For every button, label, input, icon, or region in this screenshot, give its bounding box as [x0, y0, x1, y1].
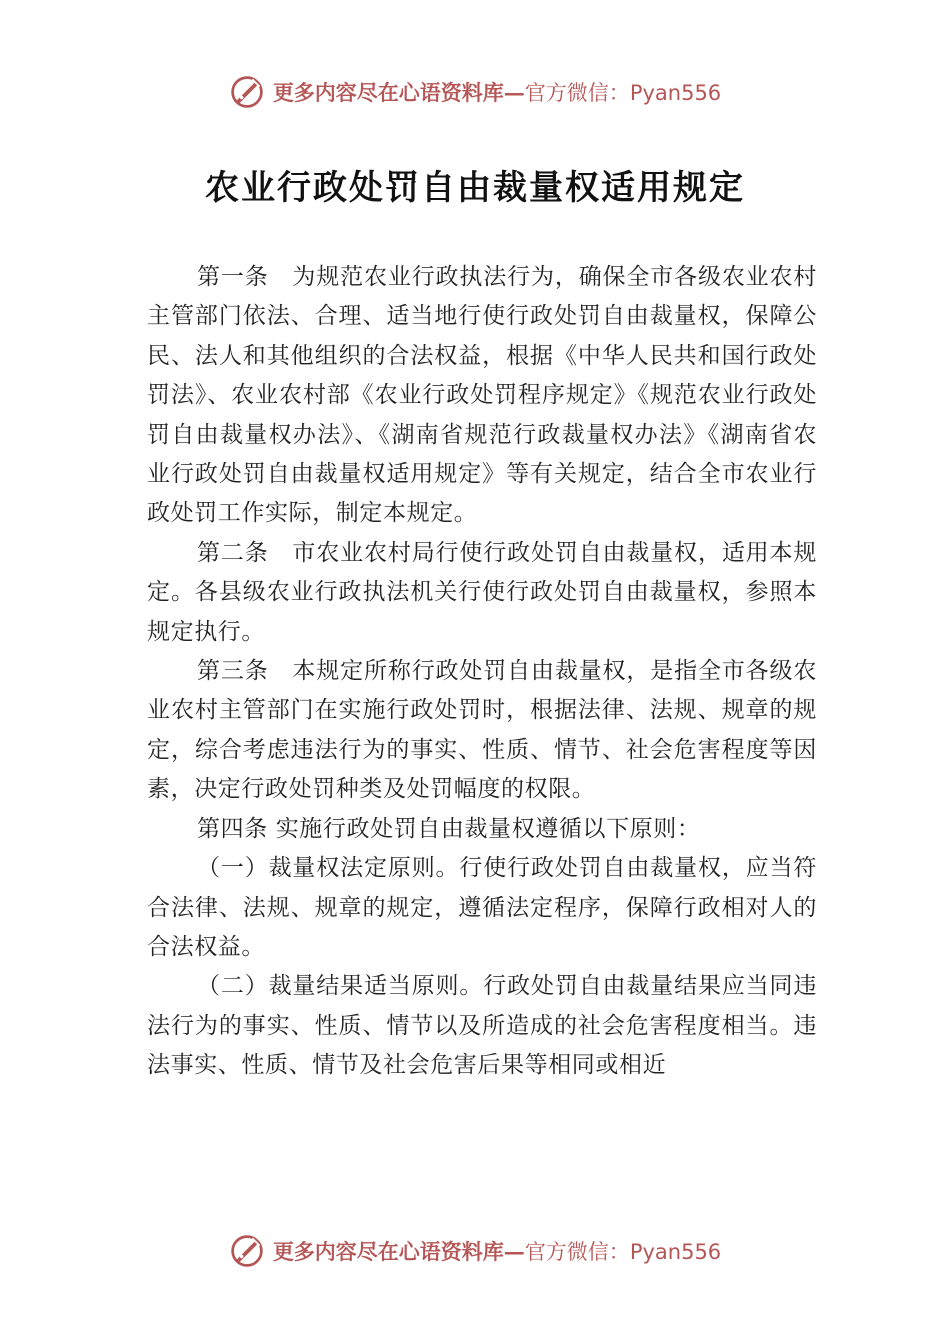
- header-watermark-banner: [0, 72, 950, 112]
- banner-text: [273, 77, 721, 107]
- banner-site-text: 更多内容尽在心语资料库—: [272, 1239, 525, 1264]
- banner-text: [273, 1236, 721, 1266]
- banner-wechat-id: Pyan556: [629, 1240, 722, 1264]
- banner-wechat-id: Pyan556: [629, 81, 722, 105]
- banner-wechat-label: 官方微信：: [524, 1240, 630, 1264]
- article-4-item-1: （一）裁量权法定原则。行使行政处罚自由裁量权，应当符合法律、法规、规章的规定，遵循法定程序，保障行政相对人的合法权益。: [147, 855, 817, 960]
- article-1: 第一条 为规范农业行政执法行为，确保全市各级农业农村主管部门依法、合理、适当地行使行政处罚自由裁量权，保障公民、法人和其他组织的合法权益，根据《中华人民共和国行政处罚法》、农业农村部《农业行政处罚程序规定》《规范农业行政处罚自由裁量权办法》、《湖南省规范行政裁量权办法》《湖南省农业行政处罚自由裁量权适用规定》等有关规定，结合全市农业行政处罚工作实际，制定本规定。: [147, 264, 817, 527]
- banner-site-text: 更多内容尽在心语资料库—: [272, 80, 525, 105]
- pen-logo-icon: [229, 74, 265, 110]
- document-title: 农业行政处罚自由裁量权适用规定: [205, 168, 745, 208]
- banner-wechat-label: 官方微信：: [524, 81, 630, 105]
- document-body: [147, 258, 817, 1086]
- article-3: 第三条 本规定所称行政处罚自由裁量权，是指全市各级农业农村主管部门在实施行政处罚时，根据法律、法规、规章的规定，综合考虑违法行为的事实、性质、情节、社会危害程度等因素，决定行政处罚种类及处罚幅度的权限。: [147, 658, 817, 803]
- article-4: 第四条 实施行政处罚自由裁量权遵循以下原则：: [197, 815, 701, 842]
- article-4-item-2: （二）裁量结果适当原则。行政处罚自由裁量结果应当同违法行为的事实、性质、情节以及所造成的社会危害程度相当。违法事实、性质、情节及社会危害后果等相同或相近: [147, 973, 817, 1079]
- pen-logo-icon: [229, 1233, 265, 1269]
- article-2: 第二条 市农业农村局行使行政处罚自由裁量权，适用本规定。各县级农业行政执法机关行使行政处罚自由裁量权，参照本规定执行。: [147, 539, 817, 645]
- footer-watermark-banner: [0, 1231, 950, 1271]
